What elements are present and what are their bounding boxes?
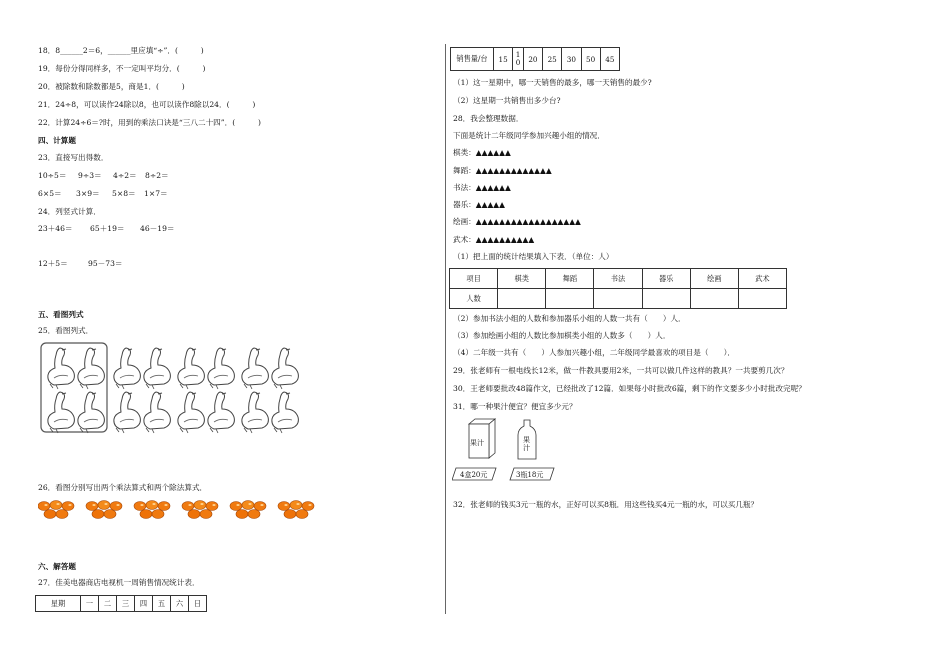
bottle-price-tag: 3瓶18元 (516, 471, 544, 479)
sales-header: 销售量/台 (451, 48, 494, 71)
interest-header: 器乐 (642, 269, 690, 289)
interest-header: 绘画 (690, 269, 738, 289)
question-24: 24．列竖式计算． (38, 207, 101, 216)
column-divider (445, 44, 446, 614)
question-21: 21．24÷8，可以读作24除以8，也可以读作8除以24．( ) (38, 100, 256, 109)
group-row (453, 200, 505, 210)
question-32: 32．张老师的钱买3元一瓶的水，正好可以买8瓶．用这些钱买4元一瓶的水，可以买几瓶？ (453, 500, 759, 509)
juice-figure (452, 416, 572, 482)
week-day: 六 (171, 596, 189, 612)
interest-header: 武术 (738, 269, 786, 289)
triangle-tally: ▲▲▲▲▲▲▲▲▲▲▲▲▲ (475, 166, 552, 175)
sales-table (450, 47, 620, 71)
week-table (35, 595, 207, 612)
group-row (453, 217, 581, 227)
group-label: 舞蹈： (453, 166, 476, 175)
question-18: 18．8______2＝6，______里应填“÷”．( ) (38, 46, 204, 55)
calc-item: 5×8＝ (112, 189, 136, 198)
calc-item: 1×7＝ (144, 189, 168, 198)
question-28-2: （2）参加书法小组的人数和参加器乐小组的人数一共有（ ）人． (453, 314, 686, 323)
group-label: 书法： (453, 183, 476, 192)
sales-value: 1 0 (513, 48, 524, 71)
group-label: 棋类： (453, 148, 476, 157)
group-row (453, 166, 552, 176)
interest-row-label: 人数 (450, 289, 498, 309)
sales-value: 25 (543, 48, 562, 71)
section-6-heading: 六、解答题 (38, 562, 76, 571)
question-26: 26．看图分别写出两个乘法算式和两个除法算式． (38, 483, 208, 492)
interest-header: 书法 (594, 269, 642, 289)
sales-value: 20 (523, 48, 542, 71)
juice-box-label: 果汁 (470, 439, 484, 447)
vertical-calc-item: 12＋5＝ (38, 259, 68, 268)
answer-cell[interactable] (642, 289, 690, 309)
question-27-2: （2）这星期一共销售出多少台? (453, 96, 561, 105)
question-30: 30．王老师要批改48篇作文，已经批改了12篇．如果每小时批改6篇，剩下的作文要多少小时批改完呢？ (453, 384, 806, 393)
sales-value: 50 (581, 48, 600, 71)
week-day: 四 (135, 596, 153, 612)
question-25: 25．看图列式． (38, 326, 94, 335)
group-label: 武术： (453, 235, 476, 244)
group-label: 器乐： (453, 200, 476, 209)
interest-header: 项目 (450, 269, 498, 289)
answer-cell[interactable] (546, 289, 594, 309)
calc-item: 9÷3＝ (78, 171, 102, 180)
week-day: 五 (153, 596, 171, 612)
vertical-calc-item: 95－73＝ (88, 259, 123, 268)
question-28-4: （4）二年级一共有（ ）人参加兴趣小组，二年级同学最喜欢的项目是（ ）． (453, 348, 735, 357)
calc-item: 8÷2＝ (145, 171, 169, 180)
vertical-calc-item: 46－19＝ (140, 224, 175, 233)
week-day: 二 (99, 596, 117, 612)
question-27: 27．佳美电器商店电视机一周销售情况统计表． (38, 578, 200, 587)
question-31: 31．哪一种果汁便宜？便宜多少元？ (453, 402, 577, 411)
sales-value: 30 (562, 48, 581, 71)
week-day: 三 (117, 596, 135, 612)
sales-value: 45 (600, 48, 619, 71)
question-19: 19．每份分得同样多，不一定叫平均分．( ) (38, 64, 206, 73)
answer-cell[interactable] (498, 289, 546, 309)
question-29: 29．张老师有一根电线长12米，做一件教具要用2米，一共可以做几件这样的教具？一共要剪几次？ (453, 366, 789, 375)
triangle-tally: ▲▲▲▲▲▲ (475, 148, 511, 157)
question-22: 22．计算24÷6＝?时，用到的乘法口诀是“三八二十四”．( ) (38, 118, 261, 127)
interest-header: 棋类 (498, 269, 546, 289)
interest-header: 舞蹈 (546, 269, 594, 289)
calc-item: 4÷2＝ (113, 171, 137, 180)
week-day: 日 (189, 596, 207, 612)
juice-bottle-label: 果 汁 (523, 436, 530, 452)
group-row (453, 183, 511, 193)
sales-value: 15 (494, 48, 513, 71)
vertical-calc-item: 23＋46＝ (38, 224, 73, 233)
calc-item: 3×9＝ (76, 189, 100, 198)
answer-cell[interactable] (738, 289, 786, 309)
question-20: 20．被除数和除数都是5，商是1．( ) (38, 82, 185, 91)
answer-cell[interactable] (594, 289, 642, 309)
group-row (453, 148, 511, 158)
triangle-tally: ▲▲▲▲▲▲▲▲▲▲ (475, 235, 535, 244)
oranges-figure (38, 498, 338, 524)
section-5-heading: 五、看图列式 (38, 310, 84, 319)
triangle-tally: ▲▲▲▲▲▲▲▲▲▲▲▲▲▲▲▲▲▲ (475, 217, 581, 226)
box-price-tag: 4盒20元 (460, 471, 488, 479)
calc-item: 6×5＝ (38, 189, 62, 198)
question-28-3: （3）参加绘画小组的人数比参加棋类小组的人数多（ ）人． (453, 331, 671, 340)
question-23: 23．直接写出得数． (38, 153, 109, 162)
vertical-calc-item: 65＋19＝ (90, 224, 125, 233)
triangle-tally: ▲▲▲▲▲▲ (475, 183, 511, 192)
answer-cell[interactable] (690, 289, 738, 309)
question-28-intro: 下面是统计二年级同学参加兴趣小组的情况． (453, 131, 605, 140)
section-4-heading: 四、计算题 (38, 136, 76, 145)
week-header: 星期 (36, 596, 81, 612)
interest-table (449, 268, 787, 309)
geese-figure (40, 342, 300, 434)
question-28: 28．我会整理数据． (453, 114, 524, 123)
question-28-1: （1）把上面的统计结果填入下表．（单位：人） (453, 252, 614, 261)
week-day: 一 (81, 596, 99, 612)
group-row (453, 235, 534, 245)
calc-item: 10÷5＝ (38, 171, 67, 180)
group-label: 绘画： (453, 217, 476, 226)
question-27-1: （1）这一星期中，哪一天销售的最多，哪一天销售的最少? (453, 78, 652, 87)
triangle-tally: ▲▲▲▲▲ (475, 200, 505, 209)
